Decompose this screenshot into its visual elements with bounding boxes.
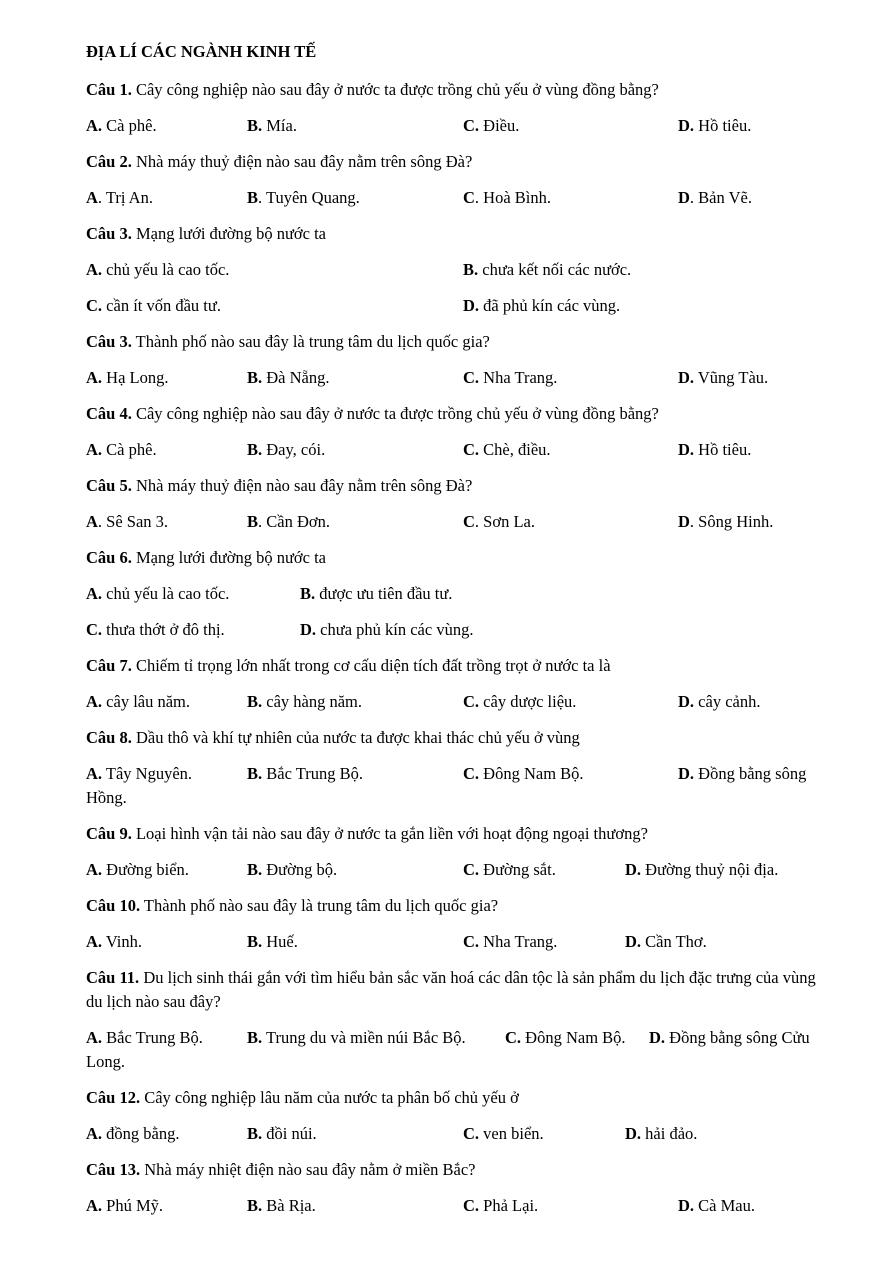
option-text: Cà phê.: [102, 440, 157, 459]
option-letter: D: [678, 188, 690, 207]
option-text: Đay, cói.: [262, 440, 326, 459]
option-b: [247, 440, 325, 460]
option-d: [300, 620, 473, 640]
option-letter: A.: [86, 440, 103, 459]
question-text: Cây công nghiệp nào sau đây ở nước ta được trồng chủ yếu ở vùng đồng bằng?: [131, 404, 659, 423]
option-letter: C.: [463, 932, 480, 951]
option-letter: A.: [86, 1124, 103, 1143]
option-text: Cần Thơ.: [641, 932, 707, 951]
option-letter: B.: [247, 692, 263, 711]
option-text: Tây Nguyên.: [102, 764, 193, 783]
option-text: đồng bằng.: [102, 1124, 180, 1143]
option-text: Đồng bằng sông: [694, 764, 807, 783]
question-label: Câu 6.: [86, 548, 132, 567]
option-text: Hồ tiêu.: [694, 116, 752, 135]
option-b: [247, 512, 330, 532]
option-c: [463, 692, 576, 712]
option-text: Vinh.: [102, 932, 143, 951]
option-letter: B.: [247, 860, 263, 879]
option-c: [463, 1124, 544, 1144]
option-d: [678, 116, 751, 136]
option-b: [463, 260, 631, 280]
option-letter: C.: [86, 620, 103, 639]
question-7: [86, 656, 611, 676]
option-letter: B.: [247, 440, 263, 459]
option-letter: A: [86, 512, 98, 531]
question-3b: [86, 332, 490, 352]
option-letter: B.: [247, 1124, 263, 1143]
question-8: [86, 728, 580, 748]
option-letter: C.: [463, 860, 480, 879]
question-label: Câu 10.: [86, 896, 141, 915]
option-a: [86, 764, 192, 784]
option-c: [463, 1196, 538, 1216]
option-text: . Sê San 3.: [97, 512, 169, 531]
option-b: [247, 188, 360, 208]
option-b: [247, 1028, 466, 1048]
option-letter: A.: [86, 368, 103, 387]
option-text: đã phủ kín các vùng.: [479, 296, 621, 315]
option-text: Hạ Long.: [102, 368, 169, 387]
option-c: [463, 440, 551, 460]
option-text: . Tuyên Quang.: [258, 188, 360, 207]
option-b: [247, 1124, 317, 1144]
option-a: [86, 584, 229, 604]
question-text: Nhà máy nhiệt điện nào sau đây nằm ở miền Bắc?: [140, 1160, 476, 1179]
option-text: . Sông Hinh.: [689, 512, 774, 531]
option-a: [86, 260, 229, 280]
option-d: [678, 440, 751, 460]
option-letter: A.: [86, 1028, 103, 1047]
document-title: ĐỊA LÍ CÁC NGÀNH KINH TẾ: [86, 42, 317, 61]
option-d: [678, 368, 768, 388]
option-a: [86, 932, 142, 952]
question-label: Câu 9.: [86, 824, 132, 843]
option-a: [86, 1124, 180, 1144]
option-letter: C: [463, 188, 475, 207]
option-letter: A.: [86, 260, 103, 279]
option-letter: D.: [678, 692, 695, 711]
option-letter: D.: [678, 1196, 695, 1215]
question-label: Câu 5.: [86, 476, 132, 495]
question-3: [86, 224, 326, 244]
question-text: Loại hình vận tải nào sau đây ở nước ta gắn liền với hoạt động ngoại thương?: [131, 824, 648, 843]
question-text: Thành phố nào sau đây là trung tâm du lịch quốc gia?: [131, 332, 490, 351]
option-a: [86, 188, 153, 208]
option-text-wrap: Long.: [86, 1052, 125, 1071]
option-c: [463, 512, 535, 532]
option-text: cây cảnh.: [694, 692, 761, 711]
question-label: Câu 3.: [86, 332, 132, 351]
option-text: Vũng Tàu.: [694, 368, 769, 387]
option-text: Đông Nam Bộ.: [479, 764, 584, 783]
option-a: [86, 860, 189, 880]
option-d-continuation: [86, 788, 127, 808]
question-text: Nhà máy thuỷ điện nào sau đây nằm trên sông Đà?: [131, 476, 473, 495]
option-letter: C.: [463, 440, 480, 459]
question-text: Mạng lưới đường bộ nước ta: [131, 548, 326, 567]
option-letter: A.: [86, 116, 103, 135]
question-label: Câu 7.: [86, 656, 132, 675]
question-9: [86, 824, 648, 844]
option-text: Đường bộ.: [262, 860, 338, 879]
option-letter: A.: [86, 860, 103, 879]
option-letter: D.: [678, 368, 695, 387]
option-letter: B.: [247, 1028, 263, 1047]
question-label: Câu 1.: [86, 80, 132, 99]
option-letter: C.: [463, 116, 480, 135]
option-letter: D.: [678, 440, 695, 459]
question-11: [86, 966, 826, 1014]
question-10: [86, 896, 498, 916]
option-letter: C.: [86, 296, 103, 315]
option-text: Bắc Trung Bộ.: [102, 1028, 203, 1047]
question-label: Câu 8.: [86, 728, 132, 747]
option-text: Nha Trang.: [479, 368, 558, 387]
question-1: [86, 80, 659, 100]
question-text: Mạng lưới đường bộ nước ta: [131, 224, 326, 243]
option-text: Bà Rịa.: [262, 1196, 316, 1215]
question-text: Thành phố nào sau đây là trung tâm du lịch quốc gia?: [140, 896, 499, 915]
option-letter: B.: [247, 932, 263, 951]
option-text: được ưu tiên đầu tư.: [315, 584, 453, 603]
option-a: [86, 692, 190, 712]
option-letter: A.: [86, 932, 103, 951]
option-c: [463, 764, 584, 784]
question-13: [86, 1160, 476, 1180]
option-text: . Hoà Bình.: [474, 188, 552, 207]
option-text: ven biển.: [479, 1124, 544, 1143]
option-letter: B.: [247, 764, 263, 783]
option-letter: D.: [625, 1124, 642, 1143]
option-b: [247, 932, 298, 952]
option-text: thưa thớt ở đô thị.: [102, 620, 225, 639]
option-text: đồi núi.: [262, 1124, 317, 1143]
option-text: Đường thuỷ nội địa.: [641, 860, 779, 879]
question-text: Du lịch sinh thái gắn với tìm hiểu bản sắc văn hoá các dân tộc là sản phẩm du lịch đặc trưng của vùng du lịch nào sau đây?: [86, 968, 816, 1011]
option-text: Mía.: [262, 116, 297, 135]
option-text: Phả Lại.: [479, 1196, 539, 1215]
option-text: Trung du và miền núi Bắc Bộ.: [262, 1028, 466, 1047]
option-c: [86, 296, 221, 316]
option-text: Cà Mau.: [694, 1196, 755, 1215]
option-text: Đồng bằng sông Cửu: [665, 1028, 810, 1047]
question-text: Cây công nghiệp nào sau đây ở nước ta được trồng chủ yếu ở vùng đồng bằng?: [131, 80, 659, 99]
option-letter: D: [678, 512, 690, 531]
option-letter: A.: [86, 692, 103, 711]
option-text: cần ít vốn đầu tư.: [102, 296, 221, 315]
option-letter: B.: [247, 116, 263, 135]
option-letter: D.: [678, 764, 695, 783]
question-text: Dầu thô và khí tự nhiên của nước ta được khai thác chủ yếu ở vùng: [131, 728, 580, 747]
question-label: Câu 12.: [86, 1088, 141, 1107]
option-letter: D.: [463, 296, 480, 315]
option-d-continuation: [86, 1052, 125, 1072]
question-12: [86, 1088, 519, 1108]
option-letter: B: [247, 512, 259, 531]
option-letter: B.: [247, 1196, 263, 1215]
option-d: [678, 1196, 755, 1216]
option-b: [247, 692, 362, 712]
option-d: [625, 1124, 697, 1144]
option-text: cây dược liệu.: [479, 692, 577, 711]
option-text: Huế.: [262, 932, 298, 951]
option-d: [678, 512, 773, 532]
option-letter: B.: [300, 584, 316, 603]
option-text: Đông Nam Bộ.: [521, 1028, 626, 1047]
option-a: [86, 1196, 163, 1216]
option-text: hải đảo.: [641, 1124, 698, 1143]
option-text: . Trị An.: [97, 188, 153, 207]
option-text: chủ yếu là cao tốc.: [102, 260, 230, 279]
option-c: [463, 368, 557, 388]
option-a: [86, 368, 169, 388]
option-text: Bắc Trung Bộ.: [262, 764, 363, 783]
option-letter: B.: [463, 260, 479, 279]
option-letter: D.: [625, 860, 642, 879]
option-text: cây lâu năm.: [102, 692, 191, 711]
option-d: [625, 860, 778, 880]
option-b: [247, 1196, 316, 1216]
question-4: [86, 404, 659, 424]
option-d: [678, 188, 752, 208]
option-c: [463, 932, 557, 952]
option-text: chưa kết nối các nước.: [478, 260, 632, 279]
question-label: Câu 4.: [86, 404, 132, 423]
option-letter: C.: [505, 1028, 522, 1047]
option-text: chủ yếu là cao tốc.: [102, 584, 230, 603]
option-d: [463, 296, 620, 316]
option-text: Đà Nẵng.: [262, 368, 330, 387]
option-letter: C.: [463, 692, 480, 711]
question-6: [86, 548, 326, 568]
question-label: Câu 2.: [86, 152, 132, 171]
option-letter: A.: [86, 584, 103, 603]
option-c: [86, 620, 225, 640]
question-label: Câu 11.: [86, 968, 140, 987]
option-text: . Cần Đơn.: [258, 512, 330, 531]
option-letter: C: [463, 512, 475, 531]
option-text: Đường biển.: [102, 860, 189, 879]
option-letter: B.: [247, 368, 263, 387]
question-label: Câu 13.: [86, 1160, 141, 1179]
option-b: [247, 860, 337, 880]
question-5: [86, 476, 472, 496]
option-text: Cà phê.: [102, 116, 157, 135]
option-letter: D.: [678, 116, 695, 135]
option-text: Chè, điều.: [479, 440, 551, 459]
question-text: Cây công nghiệp lâu năm của nước ta phân bố chủ yếu ở: [140, 1088, 519, 1107]
option-letter: D.: [625, 932, 642, 951]
option-text: . Sơn La.: [474, 512, 535, 531]
option-b: [300, 584, 452, 604]
option-letter: C.: [463, 764, 480, 783]
question-label: Câu 3.: [86, 224, 132, 243]
option-d: [625, 932, 707, 952]
option-b: [247, 116, 297, 136]
option-letter: D.: [300, 620, 317, 639]
option-text: Phú Mỹ.: [102, 1196, 164, 1215]
option-d: [649, 1028, 810, 1048]
option-text: Hồ tiêu.: [694, 440, 752, 459]
option-a: [86, 512, 168, 532]
option-letter: A: [86, 188, 98, 207]
option-letter: D.: [649, 1028, 666, 1047]
option-c: [505, 1028, 626, 1048]
option-text: cây hàng năm.: [262, 692, 363, 711]
option-letter: B: [247, 188, 259, 207]
option-c: [463, 860, 556, 880]
option-text: chưa phủ kín các vùng.: [316, 620, 474, 639]
question-text: Chiếm tỉ trọng lớn nhất trong cơ cấu diện tích đất trồng trọt ở nước ta là: [131, 656, 611, 675]
option-a: [86, 1028, 203, 1048]
option-text: Điều.: [479, 116, 520, 135]
question-2: [86, 152, 472, 172]
option-text: Đường sắt.: [479, 860, 556, 879]
question-text: Nhà máy thuỷ điện nào sau đây nằm trên sông Đà?: [131, 152, 473, 171]
option-b: [247, 368, 330, 388]
option-d: [678, 692, 760, 712]
option-text: Nha Trang.: [479, 932, 558, 951]
option-letter: C.: [463, 1124, 480, 1143]
option-c: [463, 188, 551, 208]
option-d: [678, 764, 806, 784]
option-text: . Bản Vẽ.: [689, 188, 752, 207]
option-text-wrap: Hồng.: [86, 788, 127, 807]
option-a: [86, 116, 157, 136]
option-a: [86, 440, 157, 460]
option-letter: A.: [86, 1196, 103, 1215]
option-b: [247, 764, 363, 784]
option-c: [463, 116, 519, 136]
option-letter: C.: [463, 368, 480, 387]
option-letter: C.: [463, 1196, 480, 1215]
option-letter: A.: [86, 764, 103, 783]
